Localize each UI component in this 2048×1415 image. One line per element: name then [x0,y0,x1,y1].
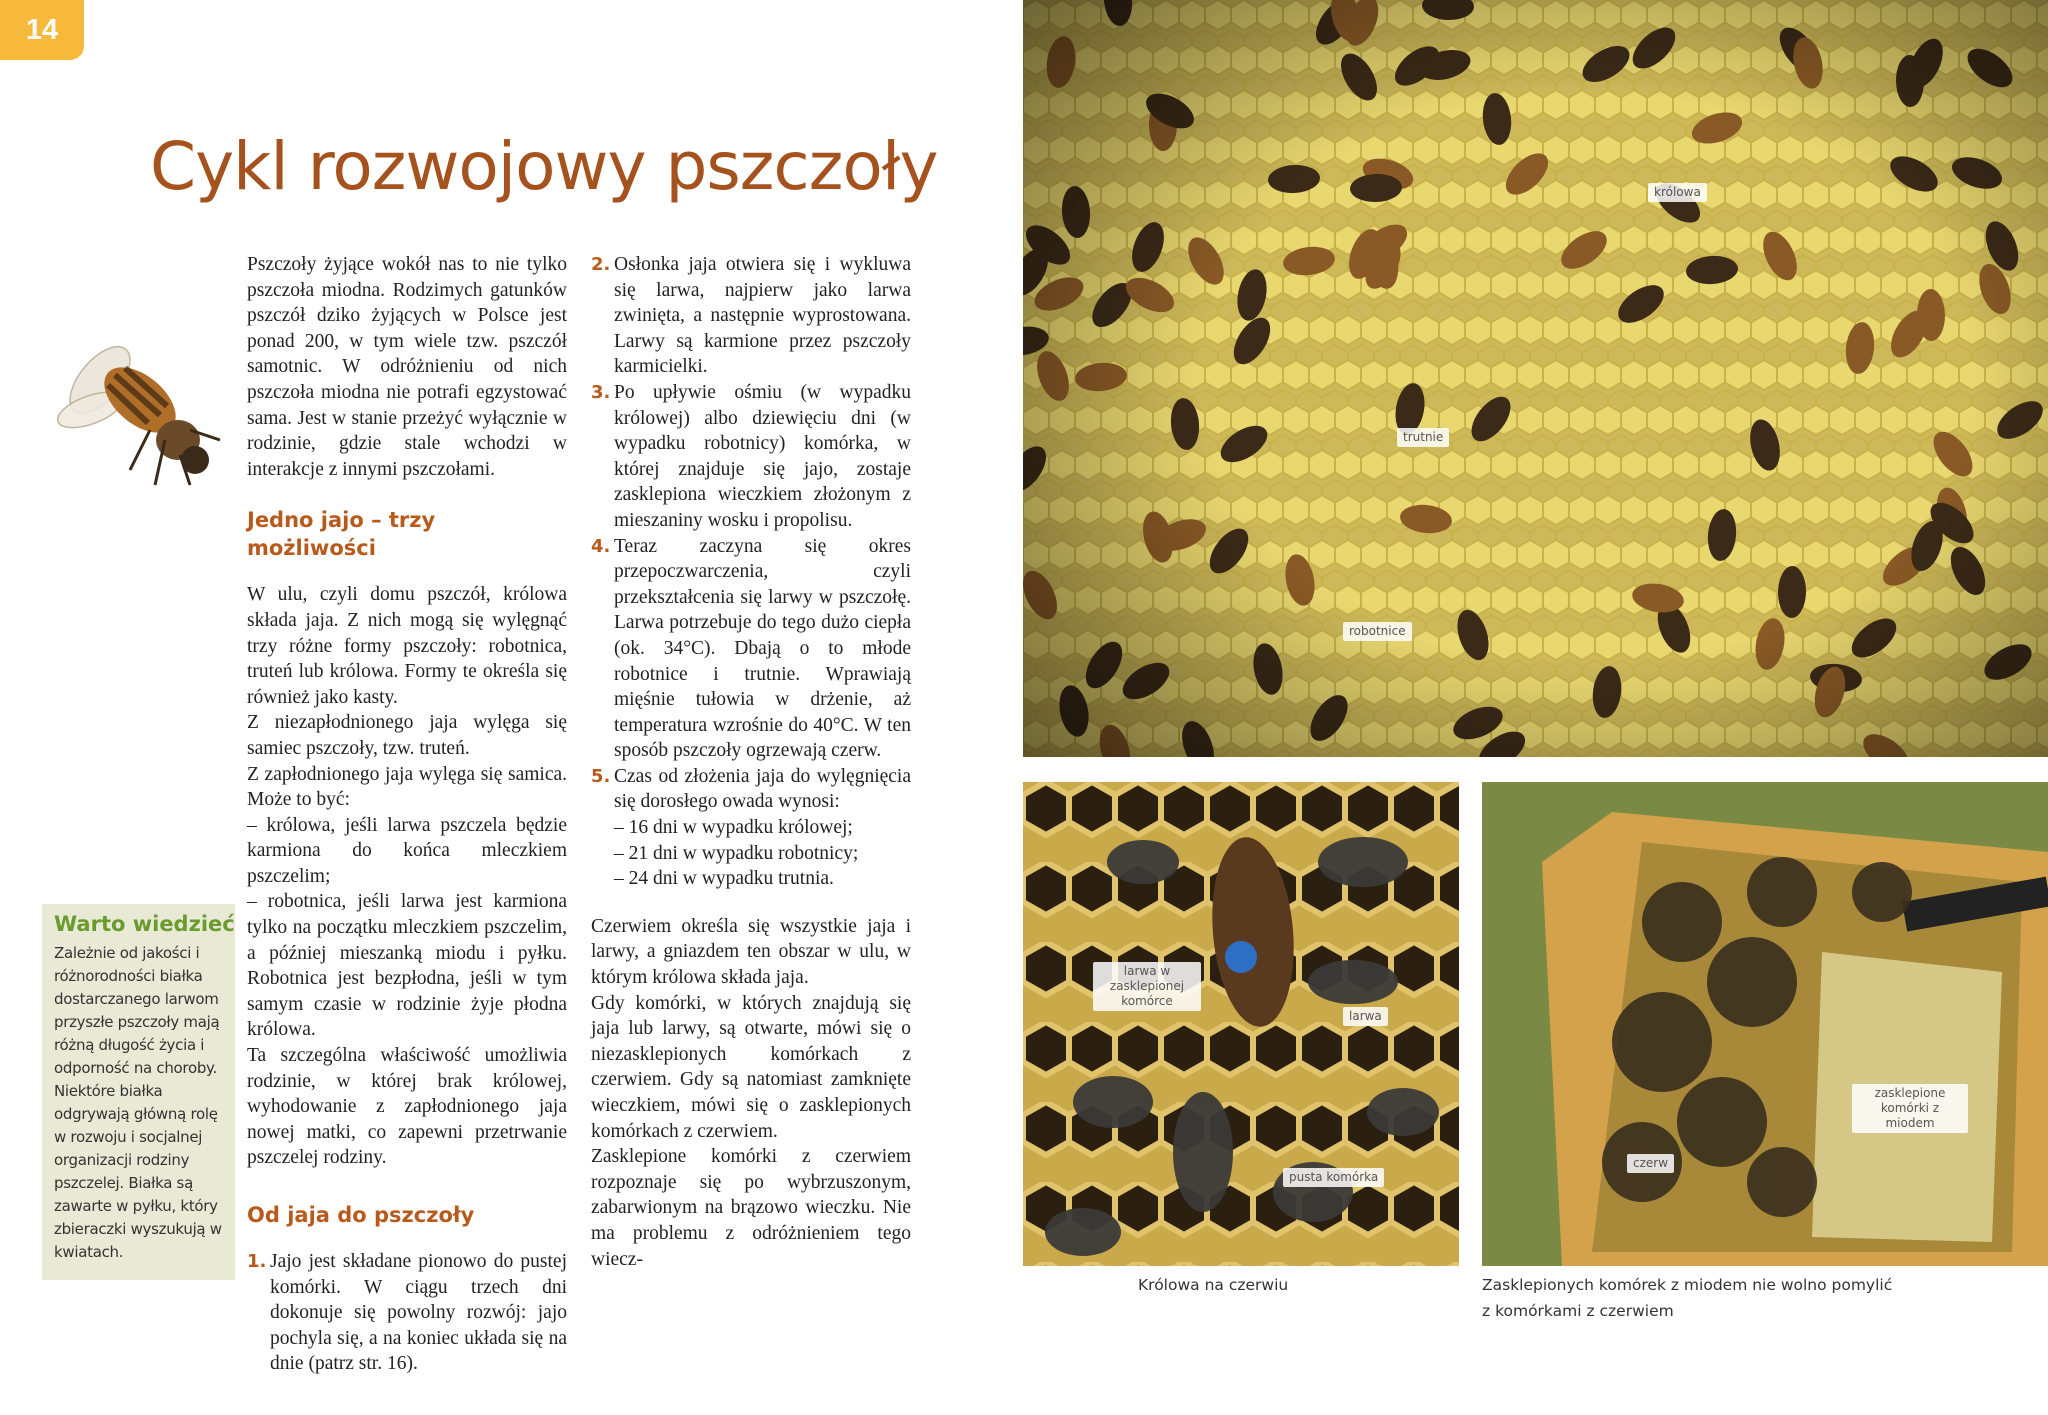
step-number: 4. [591,535,611,557]
info-box-body: Zależnie od jakości i różnorodności białka dostarczanego larwom przyszłe pszczoły mają różną długość życia i odporność na choroby. Niektóre białka odgrywają główną rolę w rozwoju i socjalnej organizacji rodziny pszczelej. Białka są zawarte w pyłku, który zbieraczki wyszukują w kwiatach. [54,944,222,1261]
step-text: Jajo jest składane pionowo do pustej komórki. W ciągu trzech dni dokonuje się powolny rozwój: jajo pochyla się, a na koniec układa się na dnie (patrz str. 16). [270,1251,567,1375]
step-item [591,764,911,892]
column-left [247,252,567,1377]
caption-left: Królowa na czerwiu [1138,1276,1289,1294]
photo-frame-honey [1482,782,2048,1266]
paragraph: Zasklepione komórki z czerwiem rozpoznaje się po wybrzuszonym, zabarwionym na brązowo wieczku. Nie ma problemu z odróżnieniem tego wiecz- [591,1146,911,1270]
paragraph: – robotnica, jeśli larwa jest karmiona tylko na początku mleczkiem pszczelim, a później mieszanką miodu i pyłku. Robotnica jest bezpłodna, jeśli w tym samym czasie w rodzinie żyje płodna królowa. [247,891,567,1041]
paragraph: Z niezapłodnionego jaja wylęga się samiec pszczoły, tzw. truteń. [247,712,567,759]
bee-illustration [30,290,230,490]
duration-item: – 21 dni w wypadku robotnicy; [614,842,859,864]
frame-photo [1482,782,2048,1266]
step-text: Teraz zaczyna się okres przepoczwarczenia, czyli przekształcenia się larwy w pszczołę. Larwa potrzebuje do tego dużo ciepła (ok. 34°C). Dbają o to młode robotnice i trutnie. Wprawiają mięśnie tułowia w drżenie, aż temperatura wzrośnie do 40°C. W ten sposób pszczoły ogrzewają czerw. [614,535,911,762]
step-number: 5. [591,765,611,787]
duration-item: – 24 dni w wypadku trutnia. [614,868,834,890]
label-drones: trutnie [1397,428,1449,447]
paragraph: Czerwiem określa się wszystkie jaja i larwy, a gniazdem ten obszar w ulu, w którym królowa składa jaja. [591,915,911,989]
brood-photo [1023,782,1459,1266]
page-number-left: 14 [0,0,84,60]
paragraph: Gdy komórki, w których znajdują się jaja lub larwy, są otwarte, mówi się o niezasklepionych komórkach z czerwiem. Gdy są natomiast zamknięte wieczkiem, mówi się o zasklepionych komórkach z czerwiem. [591,992,911,1142]
step-text: Czas od złożenia jaja do wylęgnięcia się dorosłego owada wynosi: [614,765,911,813]
label-brood: czerw [1627,1154,1674,1173]
label-capped-honey: zasklepione komórki z miodem [1852,1084,1968,1133]
label-workers: robotnice [1343,622,1412,641]
step-item [591,534,911,764]
step-item [591,380,911,534]
honeycomb-photo [1023,0,2048,757]
label-queen: królowa [1648,183,1707,202]
photo-queen-on-brood [1023,782,1459,1266]
paragraph: – królowa, jeśli larwa pszczela będzie karmiona do końca mleczkiem pszczelim; [247,814,567,887]
heading-one-egg: Jedno jajo – trzy możliwości [247,508,436,561]
intro-text: Pszczoły żyjące wokół nas to nie tylko pszczoła miodna. Rodzimych gatunków pszczół dziko żyjących w Polsce jest ponad 200, w tym wiele tzw. pszczół samotnic. W odróżnieniu od nich pszczoła miodna nie potrafi egzystować sama. Jest w stanie przeżyć wyłącznie w rodzinie, gdzie stale wchodzi w interakcje z innymi pszczołami. [247,254,567,480]
label-empty-cell: pusta komórka [1283,1168,1384,1187]
caption-right: Zasklepionych komórek z miodem nie wolno pomylić z komórkami z czerwiem [1482,1276,1893,1320]
step-text: Osłonka jaja otwiera się i wykluwa się larwa, najpierw jako larwa zwinięta, a następnie wyprostowana. Larwy są karmione przez pszczoły karmicielki. [614,254,911,378]
step-text: Po upływie ośmiu (w wypadku królowej) albo dziewięciu dni (w wypadku robotnicy) komórka, w której znajduje się jajo, zostaje zasklepiona wieczkiem złożonym z mieszaniny wosku i propolisu. [614,381,911,531]
label-larva: larwa [1343,1007,1388,1026]
column-middle [591,252,911,1272]
paragraph: W ulu, czyli domu pszczół, królowa składa jaja. Z nich mogą się wylęgnąć trzy różne formy pszczoły: robotnica, truteń lub królowa. Formy te określa się również jako kasty. [247,584,567,708]
page-title: Cykl rozwojowy pszczoły [150,128,938,205]
step-item [247,1249,567,1377]
step-item [591,252,911,380]
info-box-title: Warto wiedzieć [54,912,235,936]
heading-egg-to-bee: Od jaja do pszczoły [247,1203,475,1227]
photo-bees-on-comb [1023,0,2048,757]
label-capped-larva: larwa w zasklepionej komórce [1093,962,1201,1011]
step-number: 2. [591,254,611,275]
info-box [42,904,235,1280]
step-number: 1. [247,1251,267,1272]
duration-item: – 16 dni w wypadku królowej; [614,817,853,839]
paragraph: Ta szczególna właściwość umożliwia rodzinie, w której brak królowej, wyhodowanie z zapłodnionego jaja nowej matki, co zapewni przetrwanie pszczelej rodziny. [247,1045,567,1169]
paragraph: Z zapłodnionego jaja wylęga się samica. Może to być: [247,763,567,811]
step-number: 3. [591,381,611,403]
